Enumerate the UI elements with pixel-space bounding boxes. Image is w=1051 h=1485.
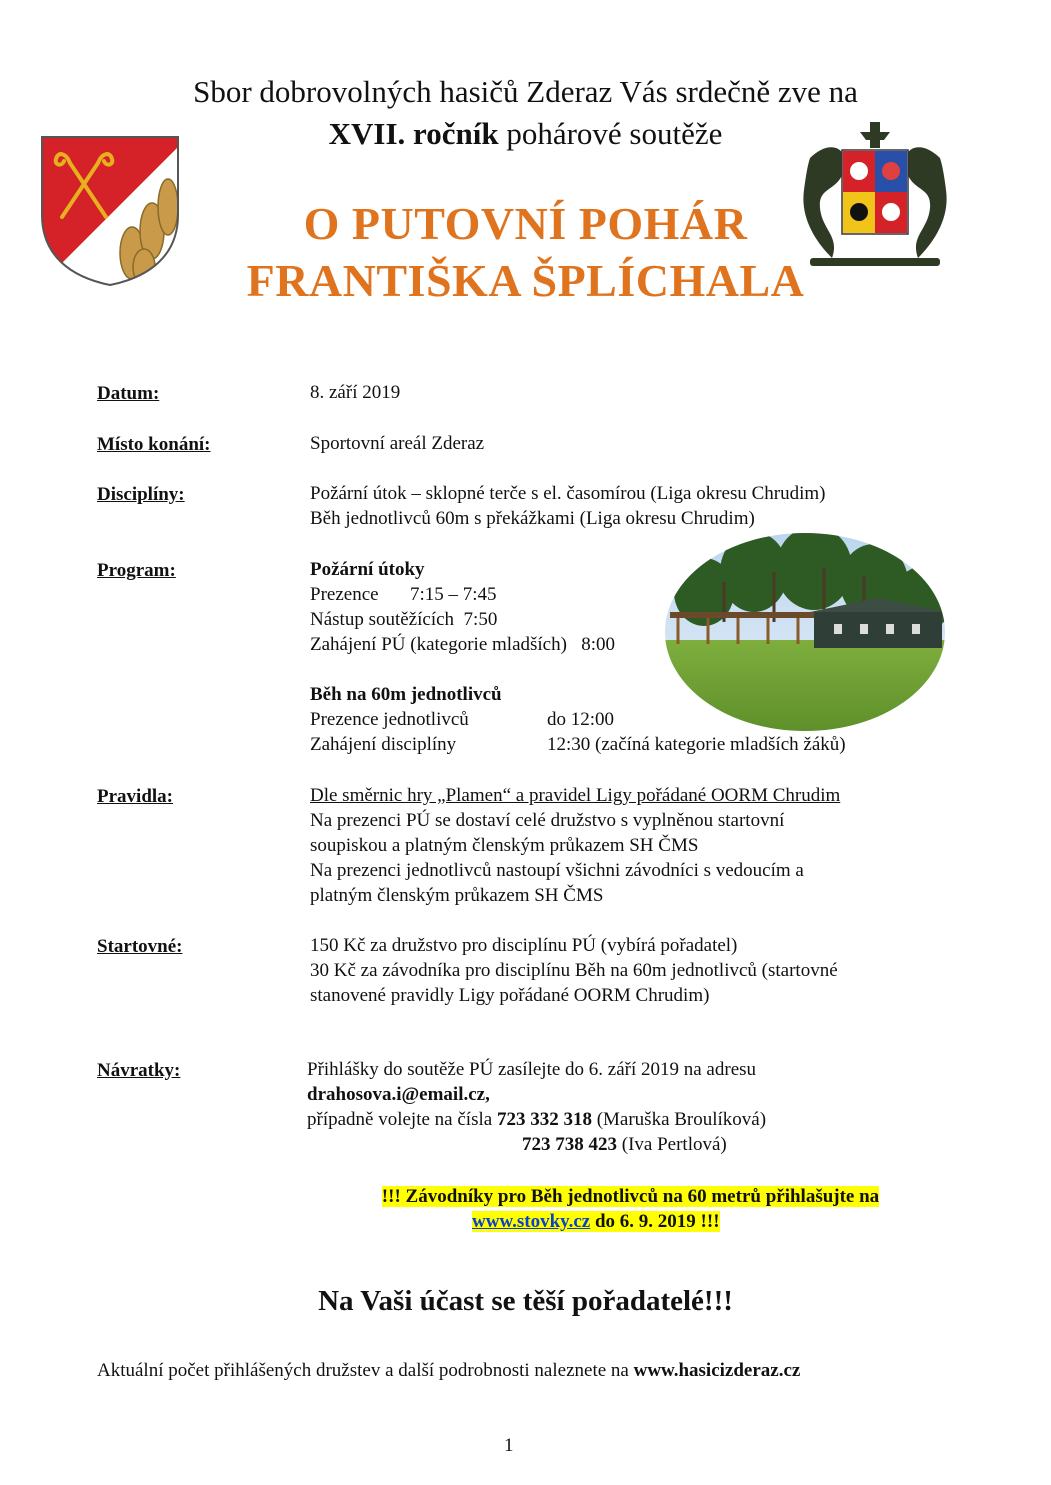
rules-line: Na prezenci PÚ se dostaví celé družstvo s vyplněnou startovní (310, 810, 785, 831)
label-startovne: Startovné: (97, 936, 183, 957)
title-line-1: O PUTOVNÍ POHÁR (303, 198, 748, 249)
program-section-title: Požární útoky (310, 559, 425, 580)
fee-line: 30 Kč za závodníka pro disciplínu Běh na 60m jednotlivců (startovné (310, 960, 838, 981)
closing-message: Na Vaši účast se těší pořadatelé!!! (318, 1285, 733, 1317)
value-navratky (307, 1057, 766, 1157)
value-misto: Sportovní areál Zderaz (310, 433, 485, 454)
registration-notice (0, 1184, 1051, 1234)
value-datum: 8. září 2019 (310, 382, 401, 403)
program-row: Prezence jednotlivců do 12:00 (310, 709, 615, 730)
stovky-link[interactable]: www.stovky.cz (472, 1211, 591, 1232)
footer-site-link[interactable]: www.hasicizderaz.cz (633, 1360, 801, 1381)
discipline-1: Požární útok – sklopné terče s el. časomírou (Liga okresu Chrudim) (310, 483, 826, 504)
footer-info (97, 1360, 800, 1382)
fee-line: 150 Kč za družstvo pro disciplínu PÚ (vybírá pořadatel) (310, 935, 738, 956)
notice-line-1: !!! Závodníky pro Běh jednotlivců na 60 metrů přihlašujte na (381, 1186, 880, 1207)
value-startovne (310, 933, 838, 1008)
contact-phone-1: případně volejte na čísla 723 332 318 (Maruška Broulíková) (307, 1109, 767, 1130)
program-row: Nástup soutěžících 7:50 (310, 609, 498, 630)
label-discipliny: Disciplíny: (97, 484, 185, 505)
edition-label: XVII. ročník (328, 116, 499, 151)
rules-reference: Dle směrnic hry „Plamen“ a pravidel Ligy pořádané OORM Chrudim (310, 785, 841, 806)
label-pravidla: Pravidla: (97, 786, 173, 807)
label-navratky: Návratky: (97, 1060, 181, 1081)
program-row: Zahájení PÚ (kategorie mladších) 8:00 (310, 634, 615, 655)
footer-text: Aktuální počet přihlášených družstev a další podrobnosti naleznete na (97, 1360, 634, 1381)
rules-line: Na prezenci jednotlivců nastoupí všichni závodníci s vedoucím a (310, 860, 804, 881)
page-number: 1 (504, 1435, 514, 1456)
program-section-title: Běh na 60m jednotlivců (310, 684, 502, 705)
value-discipliny (310, 481, 826, 531)
contact-email[interactable]: drahosova.i@email.cz, (307, 1084, 490, 1105)
value-pravidla (310, 783, 840, 908)
program-row: Zahájení disciplíny 12:30 (začíná kategorie mladších žáků) (310, 734, 846, 755)
label-misto: Místo konání: (97, 434, 211, 455)
fee-line: stanovené pravidly Ligy pořádané OORM Chrudim) (310, 985, 710, 1006)
program-fire-attacks (310, 557, 670, 657)
title-line-2: FRANTIŠKA ŠPLÍCHALA (246, 255, 805, 306)
rules-line: platným členským průkazem SH ČMS (310, 885, 604, 906)
discipline-2: Běh jednotlivců 60m s překážkami (Liga okresu Chrudim) (310, 508, 755, 529)
label-datum: Datum: (97, 383, 160, 404)
contact-phone-2: 723 738 423 (Iva Pertlová) (522, 1134, 727, 1155)
intro-line-1: Sbor dobrovolných hasičů Zderaz Vás srdečně zve na (193, 74, 858, 109)
registration-line: Přihlášky do soutěže PÚ zasílejte do 6. září 2019 na adresu (307, 1059, 757, 1080)
notice-deadline: do 6. 9. 2019 !!! (590, 1211, 720, 1232)
sports-area-photo (664, 532, 946, 732)
competition-type: pohárové soutěže (498, 116, 723, 151)
rules-line: soupiskou a platným členským průkazem SH ČMS (310, 835, 699, 856)
label-program: Program: (97, 560, 176, 581)
program-row: Prezence 7:15 – 7:45 (310, 584, 497, 605)
